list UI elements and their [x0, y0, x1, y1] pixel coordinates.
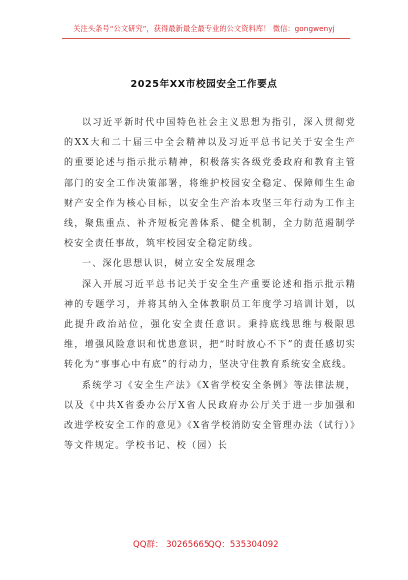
footer-qq-number: QQ：535304092 — [208, 540, 279, 550]
paragraph-study: 深入开展习近平总书记关于安全生产重要论述和指示批示精神的专题学习，并将其纳入全体教职员工年度学习培训计划，以此提升政治站位，强化安全责任意识。秉持底线思维与极限思维，增强风险意识和忧患意识，把“时时放心不下”的责任感切实转化为“事事心中有底”的行动力，坚决守住教育系统安全底线。 — [64, 279, 356, 371]
header-divider — [62, 38, 350, 39]
section-heading-1: 一、深化思想认识，树立安全发展理念 — [82, 259, 257, 270]
document-body — [64, 113, 356, 456]
paragraph-intro: 以习近平新时代中国特色社会主义思想为指引，深入贯彻党的XX大和二十届三中全会精神以及习近平总书记关于安全生产的重要论述与指示批示精神，积极落实各级党委政府和教育主管部门的安全工作决策部署，将维护校园安全稳定、保障师生生命财产安全作为核心目标，以安全生产治本攻坚三年行动为工作主线，聚焦重点、补齐短板完善体系、健全机制，全力防范遏制学校安全责任事故，筑牢校园安全稳定防线。 — [64, 118, 356, 250]
paragraph-laws: 系统学习《安全生产法》《X省学校安全条例》等法律法规，以及《中共X省委办公厅X省人民政府办公厅关于进一步加强和改进学校安全工作的意见》《X省学校消防安全管理办法（试行）》等文件规定。学校书记、校（园）长 — [64, 380, 356, 452]
header-banner: 关注头条号“公文研究”，获得最新最全最专业的公文资料库！ 微信：gongwenyj — [73, 24, 335, 33]
page-header — [0, 0, 408, 64]
document-title: 2025年XX市校园安全工作要点 — [130, 79, 278, 90]
footer-qq-group: QQ群： 30265665 — [133, 540, 210, 550]
page-footer — [0, 538, 408, 558]
